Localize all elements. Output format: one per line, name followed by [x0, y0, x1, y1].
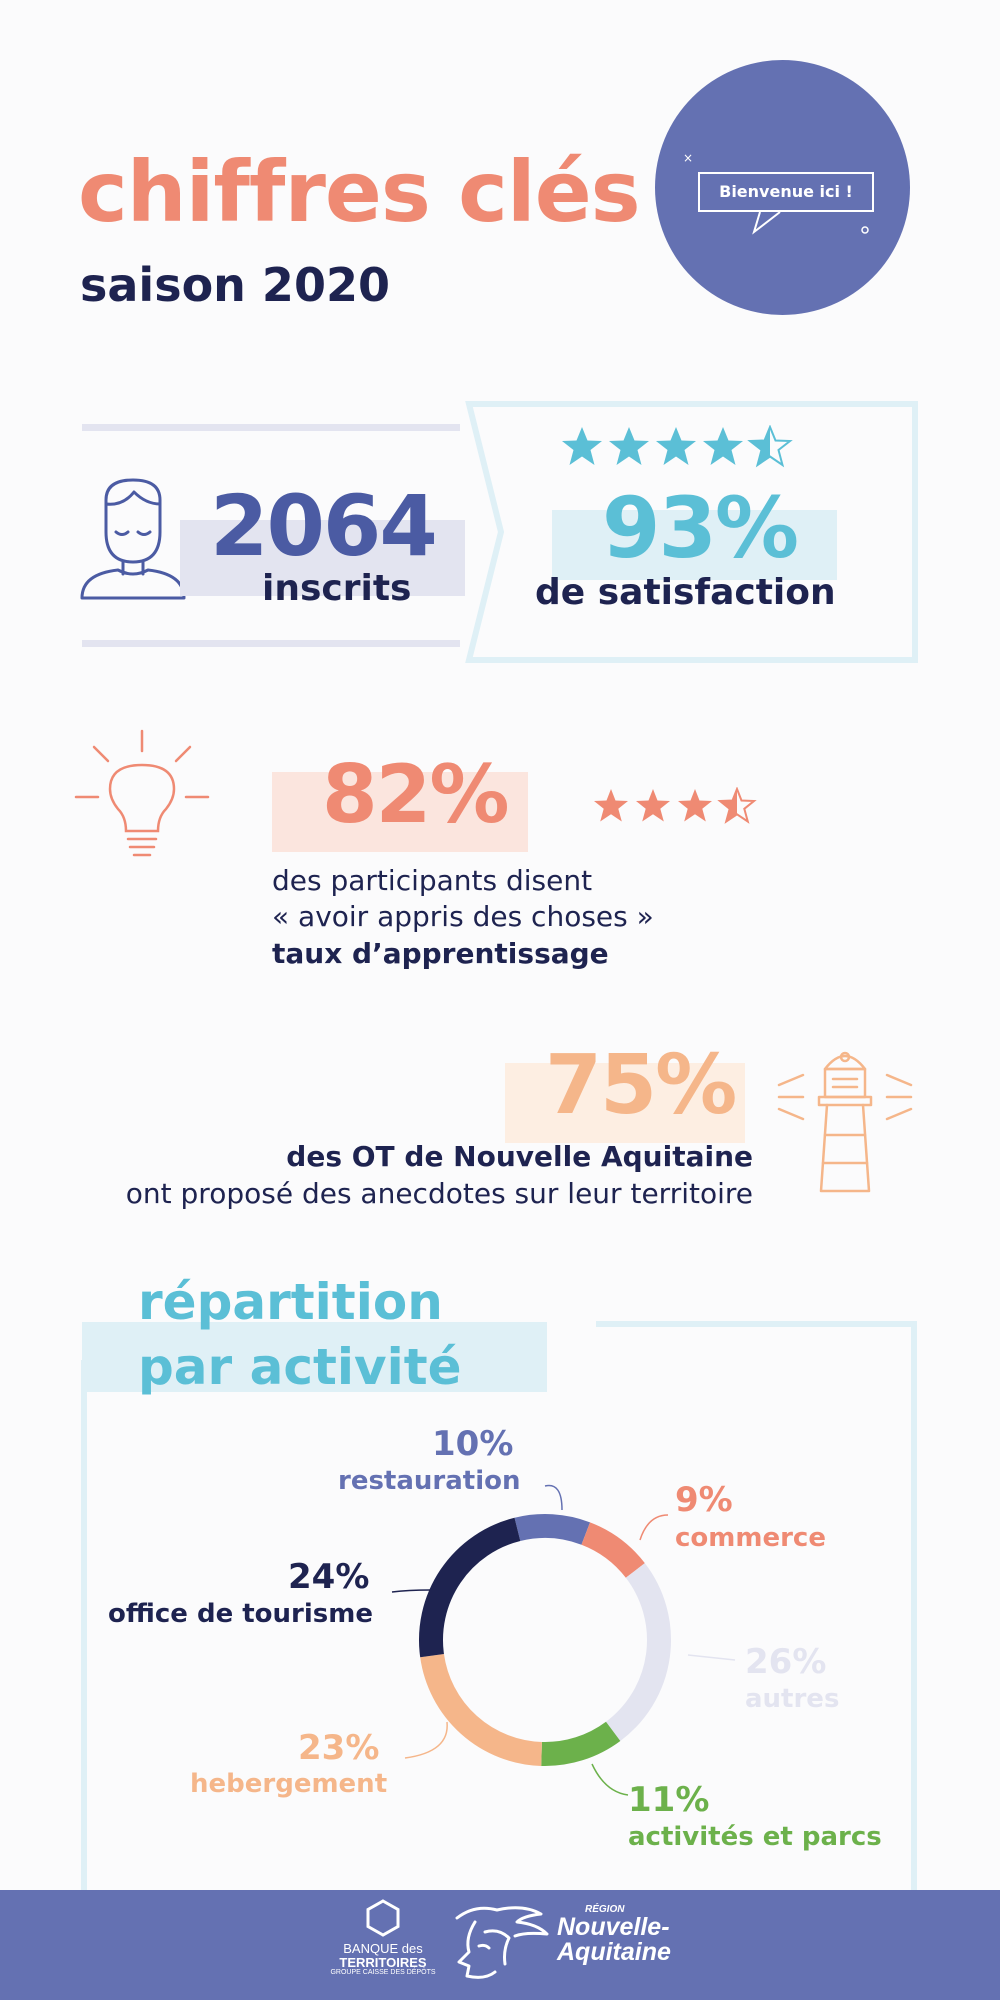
page-title: chiffres clés — [78, 143, 640, 241]
partner-region-line1: Nouvelle- — [557, 1913, 670, 1941]
slice-label-cat-commerce: commerce — [675, 1523, 826, 1553]
donut-slice-autres — [613, 1570, 659, 1731]
slice-label-pct-commerce: 9% — [675, 1480, 733, 1520]
partner-region-logo — [557, 1904, 671, 1965]
slice-label-pct-activites: 11% — [628, 1780, 710, 1820]
repartition-title-line2: par activité — [138, 1338, 462, 1396]
partner-region-line2: Aquitaine — [557, 1938, 671, 1966]
partner-region-top: RÉGION — [585, 1904, 625, 1915]
anecdotes-value: 75% — [545, 1038, 736, 1133]
inscrits-value: 2064 — [210, 477, 436, 575]
slice-label-pct-autres: 26% — [745, 1642, 827, 1682]
donut-slice-restauration — [517, 1526, 585, 1534]
donut-segments — [431, 1526, 659, 1754]
slice-label-cat-activites: activités et parcs — [628, 1822, 882, 1852]
partner-banque-line1: BANQUE des — [343, 1941, 423, 1956]
slice-label-pct-restauration: 10% — [432, 1424, 514, 1464]
page-subtitle: saison 2020 — [80, 258, 390, 312]
slice-label-pct-hebergement: 23% — [298, 1728, 380, 1768]
apprentissage-line1: des participants disent — [272, 864, 593, 897]
partner-banque-line2: TERRITOIRES — [339, 1954, 427, 1970]
apprentissage-value: 82% — [322, 748, 508, 841]
donut-slice-office — [431, 1529, 517, 1655]
region-profile-logo-icon — [445, 1898, 550, 1983]
slice-label-cat-restauration: restauration — [338, 1466, 521, 1496]
slice-label-cat-office: office de tourisme — [108, 1599, 373, 1629]
slice-label-cat-autres: autres — [745, 1684, 840, 1714]
welcome-bubble: Bienvenue ici ! — [698, 172, 874, 212]
anecdotes-line2: ont proposé des anecdotes sur leur territoire — [125, 1177, 753, 1210]
satisfaction-label: de satisfaction — [535, 572, 836, 613]
inscrits-label: inscrits — [262, 568, 412, 609]
satisfaction-value: 93% — [602, 479, 798, 577]
apprentissage-line2: « avoir appris des choses » — [272, 900, 654, 933]
donut-slice-hebergement — [432, 1656, 541, 1754]
repartition-title-line1: répartition — [138, 1273, 443, 1331]
partner-banque-line3: GROUPE CAISSE DES DÉPÔTS — [330, 1969, 436, 1977]
partner-banque-logo — [318, 1942, 448, 1977]
slice-label-cat-hebergement: hebergement — [190, 1769, 388, 1799]
svg-text:×: × — [683, 151, 694, 165]
donut-slice-activites — [542, 1731, 614, 1754]
anecdotes-line1: des OT de Nouvelle Aquitaine — [286, 1140, 753, 1173]
slice-label-pct-office: 24% — [288, 1557, 370, 1597]
apprentissage-line3: taux d’apprentissage — [272, 937, 609, 970]
donut-slice-commerce — [586, 1534, 636, 1571]
hexagon-logo-icon — [363, 1898, 403, 1938]
